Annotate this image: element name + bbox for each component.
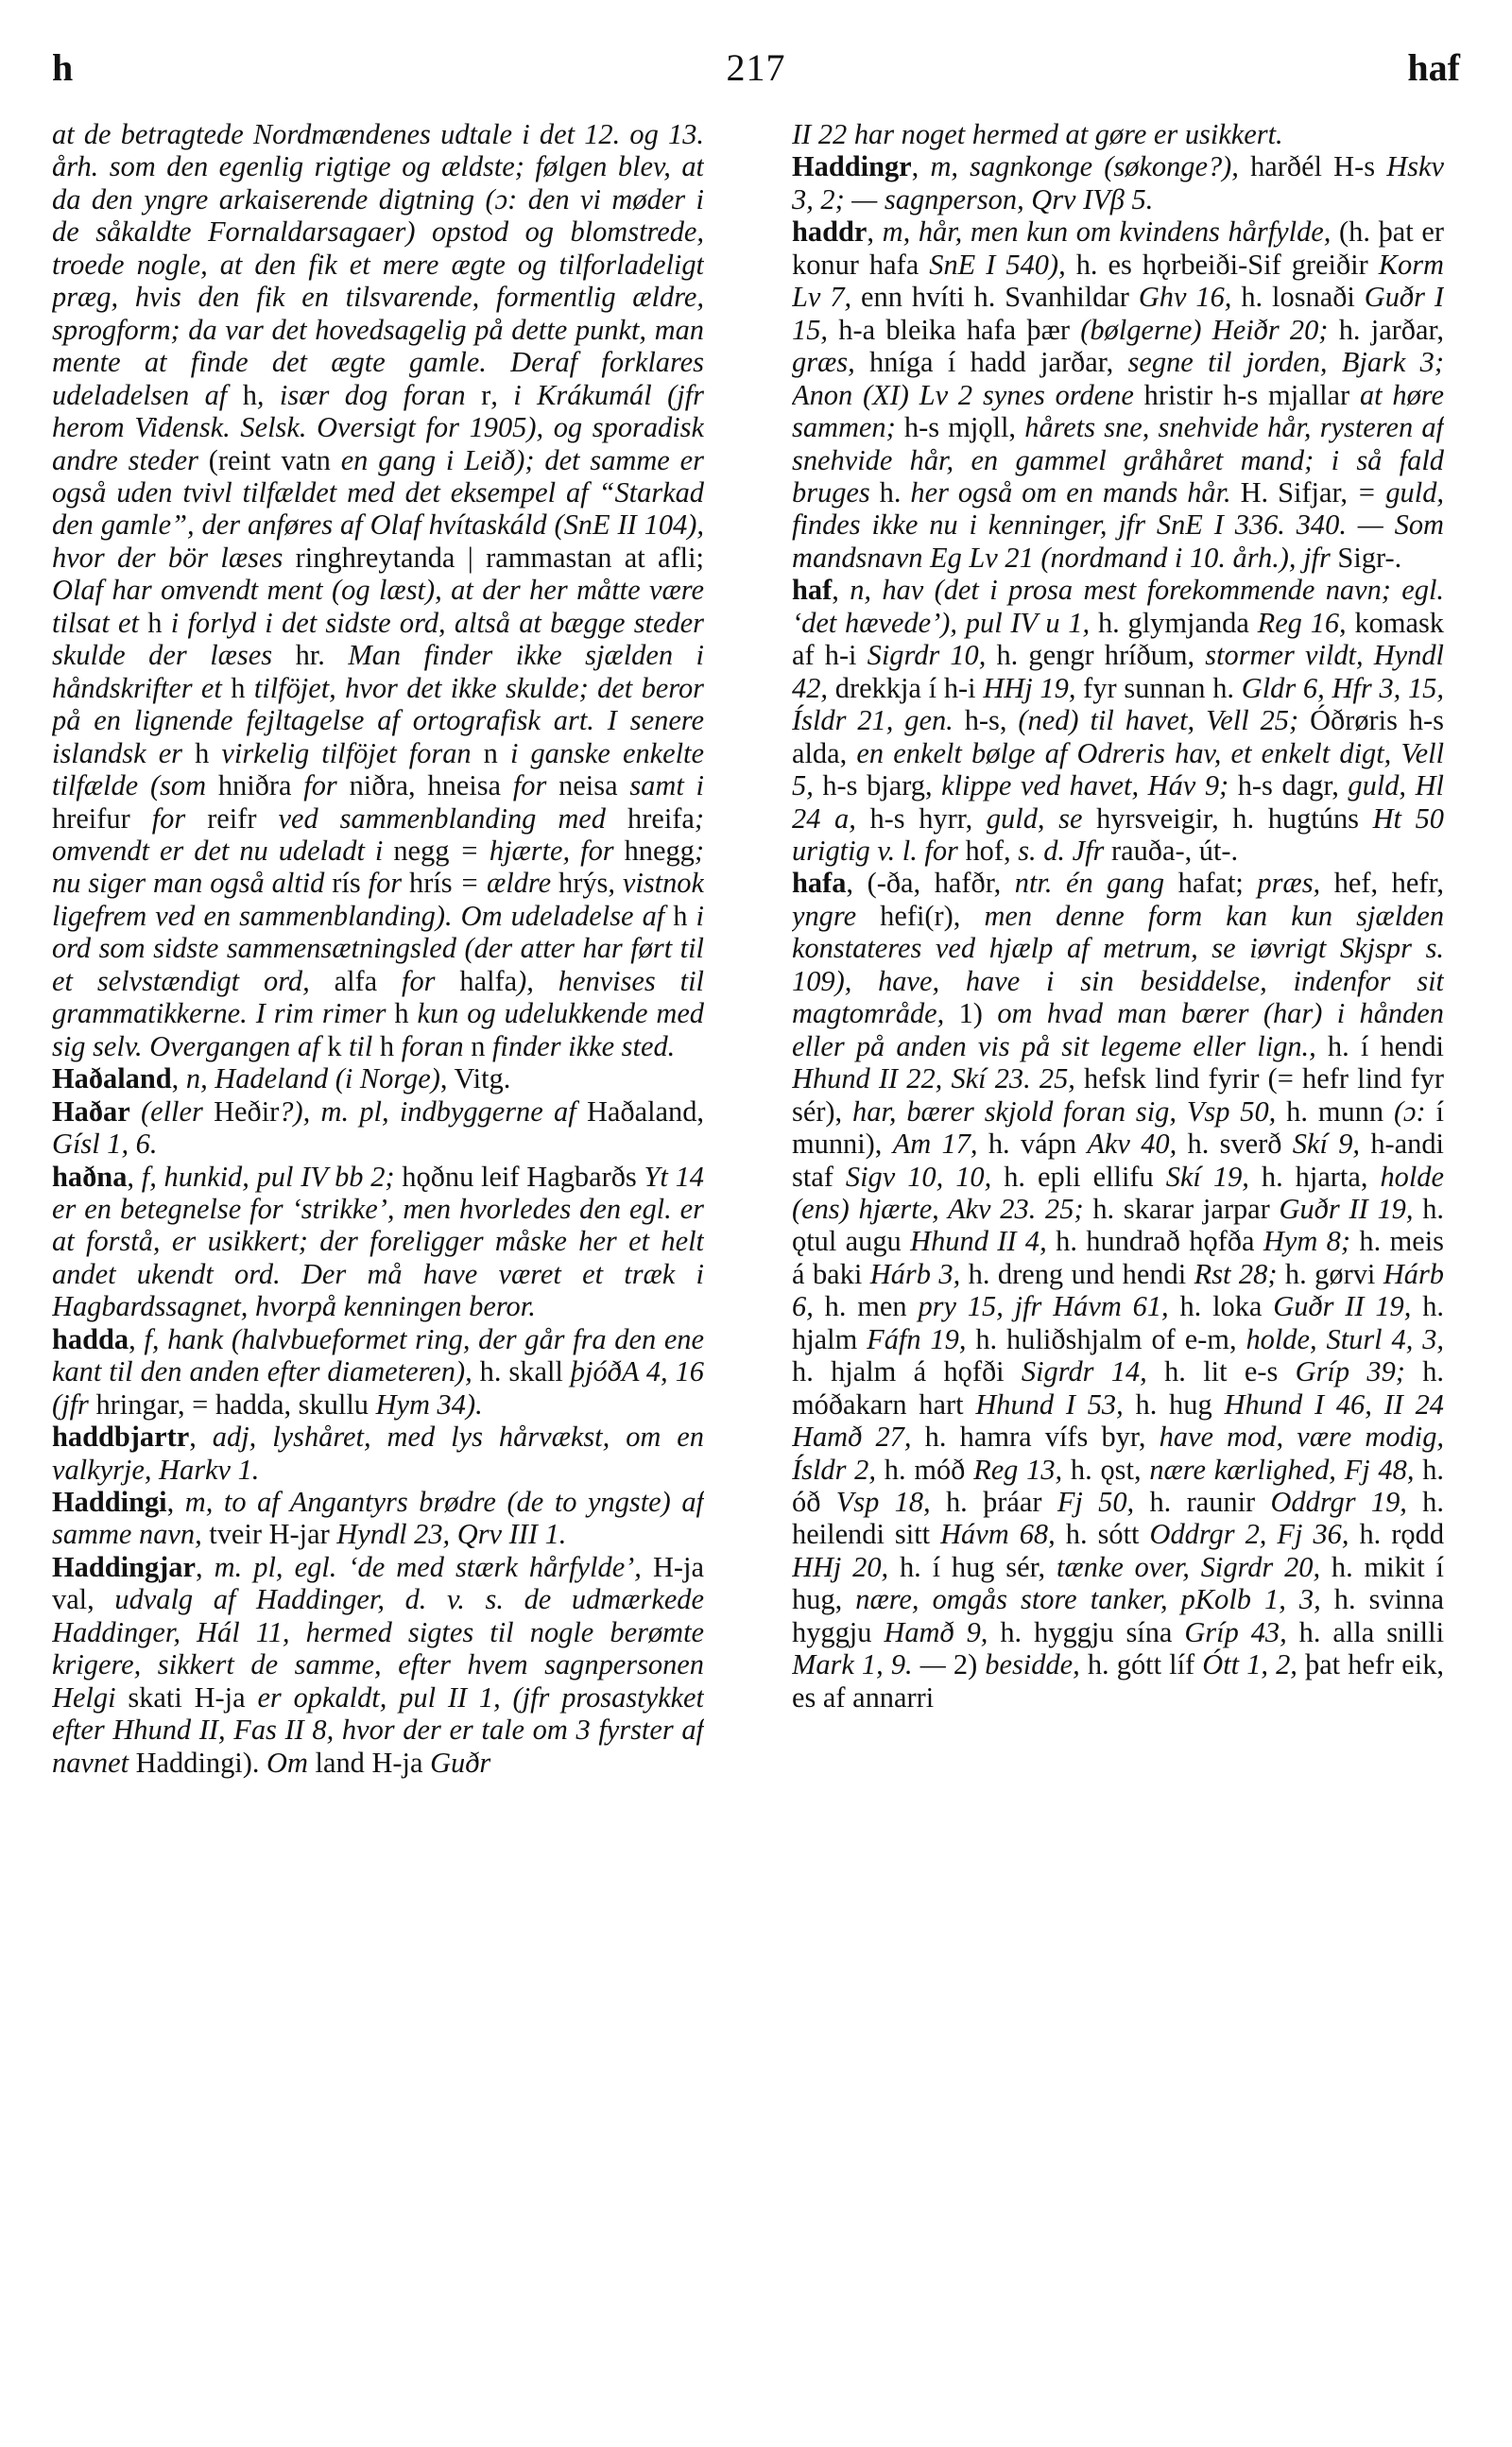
entry-text: Hhund II 22, Skí 23. 25, (792, 1062, 1075, 1095)
entry-text: Guðr (430, 1746, 491, 1779)
header-first-headword: h (52, 46, 74, 89)
entry-text: h. jarðar, (1328, 313, 1444, 346)
entry-text: Gríp 39; (1295, 1355, 1405, 1388)
entry-text: i forlyd i det sidste ord, altså at bægge steder skulde der læses (52, 606, 704, 672)
entry-text: , (171, 1062, 186, 1095)
entry-text: , (189, 1421, 213, 1454)
entry-text: hr. (295, 639, 325, 672)
entry-text: Am 17, (892, 1128, 978, 1161)
entry-text: þjóðA 4, 16 (jfr (52, 1355, 704, 1421)
entry-text: Hyndl 23, Qrv III 1. (336, 1518, 567, 1551)
entry-text: s. d. Jfr (1018, 834, 1105, 867)
entry-text: h. óð (792, 1453, 1444, 1519)
right-column (792, 118, 1444, 2424)
entry-text: h-s dagr, (1228, 769, 1349, 802)
entry-text: h. glymjanda (1090, 606, 1258, 639)
entry-text: komask af h-i (792, 606, 1444, 672)
entry-text: Akv 40, (1087, 1128, 1177, 1161)
entry-text: h. meis á baki (792, 1225, 1444, 1290)
entry-headword: haðna (52, 1160, 128, 1193)
entry-text: h. raunir (1134, 1486, 1271, 1519)
left-column (52, 118, 704, 2424)
entry-text: land H-ja (307, 1746, 431, 1779)
entry-text: , Vitg. (439, 1062, 511, 1095)
entry-text: , (166, 1486, 185, 1519)
entry-text: Vsp 18, (835, 1486, 931, 1519)
entry-text: Guðr II 19, (1279, 1192, 1414, 1225)
entry-text: hníga í hadd jarðar, (854, 346, 1128, 379)
entry-text: har, bærer skjold foran sig, Vsp 50, (852, 1094, 1277, 1128)
entry-text: Skí 19, (1165, 1160, 1249, 1193)
entry-text: en gang i Leið); det samme er også uden tvivl tilfældet med det eksempel af “Starkad den gamle”, der anføres af Olaf hvítaskáld (SnE II 104), hvor der bör læses (52, 443, 704, 574)
entry-text: græs, (792, 346, 855, 379)
entry-text: 2) (945, 1648, 986, 1681)
entry-text: have mod, være modig, Ísldr 2, (792, 1421, 1444, 1486)
entry-text: , (127, 1160, 142, 1193)
entry-text: men denne form kan kun sjælden konstateres ved hjælp af metrum, se iøvrigt Skjspr s. 109), have, have i sin besiddelse, indenfor sit magtområde, (792, 899, 1444, 1030)
entry-text: hniðra (217, 769, 292, 802)
entry-text: Hskv 3, 2; — sagnperson, Qrv IVβ 5. (792, 150, 1444, 215)
dictionary-entry (792, 215, 1444, 574)
entry-text: hafat; (1164, 867, 1258, 900)
entry-text: h. rǫdd (1349, 1518, 1444, 1551)
entry-text: hefsk lind fyrir (= hefr lind fyr sér), (792, 1062, 1444, 1128)
entry-text: k (327, 1029, 342, 1062)
dictionary-entry (52, 1095, 704, 1161)
entry-text: HHj 20, (792, 1550, 889, 1583)
entry-text: h. skarar jarpar (1083, 1192, 1280, 1225)
entry-text: hef, hefr, (1320, 867, 1444, 900)
entry-text: at de betragtede Nordmændenes udtale i det 12. og 13. årh. som den egenlig rigtige og ældste; følgen blev, at da den yngre arkaiserende digtning (ɔ: den vi møder i de såkaldte Fornaldarsagaer) opstod og blomstrede, troede nogle, at den fik et mere ægte og tilforladeligt præg, hvis den fik en tilsvarende, formentlig ældre, sprogform; da var det hovedsagelig på dette punkt, man mente at finde det ægte gamle. Deraf forklares udeladelsen af (52, 118, 704, 411)
entry-text: SnE I 540), (929, 248, 1066, 281)
dictionary-entry (52, 1161, 704, 1323)
entry-text: for (501, 769, 559, 802)
entry-text: h. sverð (1177, 1128, 1293, 1161)
entry-text: H-ja val, (52, 1550, 704, 1616)
entry-text: Hym 34). (375, 1387, 483, 1421)
entry-text: Heðir (214, 1094, 280, 1128)
entry-text: Haðaland, (586, 1094, 704, 1128)
entry-text: (ned) til havet, Vell 25; (1018, 704, 1299, 737)
header-last-headword: haf (1407, 46, 1460, 89)
entry-text: tænke over, Sigrdr 20, (1056, 1550, 1321, 1583)
entry-text: , (832, 574, 850, 607)
entry-text: holde, Sturl 4, 3, (1246, 1322, 1444, 1355)
entry-text: hǫðnu leif Hagbarðs (394, 1160, 644, 1193)
entry-text: = hjærte, for (449, 834, 625, 867)
entry-text: rauða-, út-. (1104, 834, 1239, 867)
entry-text: h (394, 997, 409, 1030)
entry-text: til (341, 1029, 380, 1062)
entry-text: for (129, 801, 208, 835)
entry-text: m, to af Angantyrs brødre (de to yngste) af samme navn, (52, 1486, 704, 1551)
entry-text: rís (332, 867, 361, 900)
entry-text: h. gótt líf (1079, 1648, 1203, 1681)
entry-text: hreifur (52, 801, 130, 835)
entry-text: h. gørvi (1277, 1257, 1383, 1290)
entry-text: h (242, 378, 257, 411)
entry-text: h. loka (1168, 1290, 1274, 1323)
entry-text: en enkelt bølge af Odreris hav, et enkelt digt, Vell 5, (792, 736, 1444, 802)
entry-text: (h. þat er konur hafa (792, 215, 1444, 281)
entry-text: Sigr-. (1330, 541, 1402, 574)
entry-text: klippe ved havet, Háv 9; (941, 769, 1229, 802)
entry-text: Olaf har omvendt ment (og læst), at der her måtte være tilsat et (52, 574, 704, 639)
entry-text: for (360, 867, 410, 900)
entry-text: hefi(r), (856, 899, 985, 932)
entry-text: Guðr II 19, (1273, 1290, 1412, 1323)
entry-text: Gísl 1, 6. (52, 1128, 158, 1161)
entry-text: r (481, 378, 491, 411)
entry-text: (ɔ: (1393, 1094, 1426, 1128)
entry-text: h (673, 899, 688, 932)
entry-text: Oddrgr 19, (1270, 1486, 1407, 1519)
entry-text: Guðr I 15, (792, 281, 1444, 346)
entry-text: foran (394, 1029, 472, 1062)
entry-text: kun og udelukkende med sig selv. Overgangen af (52, 997, 704, 1062)
entry-text: hof, (957, 834, 1019, 867)
entry-text: om hvad man bærer (har) i hånden eller på anden vis på sit legeme eller lign., (792, 997, 1444, 1062)
entry-text: h. alla snilli (1286, 1615, 1444, 1648)
entry-text: negg (393, 834, 450, 867)
entry-text: i ord som sidste sammensætningsled (der atter har ført til et selvstændigt ord, (52, 899, 704, 997)
entry-text: (eller (129, 1094, 215, 1128)
dictionary-entry (792, 574, 1444, 867)
entry-text: halfa (459, 964, 518, 997)
entry-text: niðra, hneisa (349, 769, 502, 802)
entry-text: h. hjalm (792, 1290, 1444, 1355)
entry-text: h-a bleika hafa þær (828, 313, 1081, 346)
entry-text: Ht 50 urigtig v. l. for (792, 801, 1444, 867)
entry-text: enn hvíti h. Svanhildar (851, 281, 1139, 314)
entry-text: ringhreytanda | rammastan at afli; (295, 541, 704, 574)
entry-headword: Haddingjar (52, 1550, 196, 1583)
entry-text: nære kærlighed, Fj 48, (1149, 1453, 1415, 1486)
entry-text: h-s bjarg, (813, 769, 942, 802)
entry-headword: Haðaland (52, 1062, 172, 1095)
entry-text: Hym 8; (1263, 1225, 1350, 1258)
entry-text: h-s hyrr, (855, 801, 987, 835)
entry-text: finder ikke sted. (485, 1029, 676, 1062)
entry-text: besidde, (985, 1648, 1080, 1681)
entry-text: Korm Lv 7, (792, 248, 1444, 314)
entry-text: ; omvendt er det nu udeladt i (52, 801, 704, 867)
page-number: 217 (726, 46, 786, 89)
entry-text: h. þráar (930, 1486, 1057, 1519)
entry-text: Rst 28; (1194, 1257, 1278, 1290)
entry-text: yngre (792, 899, 857, 932)
entry-text: h. ǫtul augu (792, 1192, 1444, 1258)
entry-text: drekkja í h-i (828, 671, 984, 704)
entry-text: h. móðakarn hart (792, 1355, 1444, 1421)
entry-text: ; nu siger man også altid (52, 834, 704, 900)
entry-text: h. huliðshjalm of e-m, (966, 1322, 1246, 1355)
entry-text: h. hamra vífs byr, (911, 1421, 1160, 1454)
entry-text: Sigrdr 14, (1021, 1355, 1147, 1388)
entry-text: adj, lyshåret, med lys hårvækst, om en valkyrje, Harkv 1. (52, 1421, 704, 1486)
entry-text: h. hjalm á hǫfði (792, 1355, 1022, 1388)
entry-text: Hhund I 46, II 24 Hamð 27, (792, 1387, 1444, 1454)
entry-text: h. hug (1123, 1387, 1225, 1421)
entry-text: h-andi staf (792, 1128, 1444, 1193)
entry-text: h. svinna hyggju (792, 1583, 1444, 1648)
entry-text: Oddrgr 2, Fj 36, (1149, 1518, 1349, 1551)
entry-text: , (195, 1550, 215, 1583)
entry-text: ?), m. pl, indbyggerne af (279, 1094, 587, 1128)
dictionary-entry (52, 1323, 704, 1421)
entry-text: samt i (617, 769, 704, 802)
entry-text: h. dreng und hendi (960, 1257, 1194, 1290)
entry-text: = ældre (452, 867, 559, 900)
entry-text: Hárb 6, (792, 1257, 1444, 1323)
entry-text: Hhund II 4, (910, 1225, 1047, 1258)
dictionary-entry (52, 1551, 704, 1779)
entry-text: h. ǫst, (1062, 1453, 1150, 1486)
entry-headword: haddbjartr (52, 1421, 190, 1454)
entry-text: nære, omgås store tanker, pKolb 1, 3, (855, 1583, 1321, 1616)
dictionary-entry (792, 150, 1444, 215)
entry-text: , (129, 1322, 145, 1355)
entry-text: h. hjarta, (1248, 1160, 1381, 1193)
entry-text: þat hefr eik, es af annarri (792, 1648, 1444, 1714)
entry-text: alfa (334, 964, 378, 997)
entry-text: Ghv 16, (1138, 281, 1232, 314)
entry-text: h. heilendi sitt (792, 1486, 1444, 1551)
entry-text: , (-ða, hafðr, (846, 867, 1015, 900)
entry-text: ), henvises til grammatikkerne. I rim rimer (52, 964, 704, 1030)
entry-text: Sigrdr 10, (867, 639, 987, 672)
entry-text: m. pl, egl. ‘de med stærk hårfylde’, (214, 1550, 642, 1583)
entry-text: h (195, 736, 210, 769)
entry-text: tveir H-jar (201, 1518, 337, 1551)
entry-text: = guld, findes ikke nu i kenninger, jfr SnE I 336. 340. — Som mandsnavn Eg Lv 21 (nordmand i 10. årh.), jfr (792, 475, 1444, 574)
entry-text: n (483, 736, 498, 769)
entry-text: f, hank (halvbueformet ring, der går fra den ene kant til den anden efter diameteren), (52, 1322, 704, 1388)
dictionary-entry (52, 1486, 704, 1551)
entry-text: h. í hug sér, (888, 1550, 1057, 1583)
entry-text: hrýs (558, 867, 609, 900)
entry-text: Skí 9, (1292, 1128, 1361, 1161)
entry-text: her også om en mands hår. (910, 475, 1231, 508)
entry-text: f, hunkid, pul IV bb 2; (141, 1160, 395, 1193)
entry-text: , vistnok ligefrem ved en sammenblanding). Om udeladelse af (52, 867, 704, 932)
entry-headword: haddr (792, 215, 868, 249)
entry-text: h. í hendi (1315, 1029, 1444, 1062)
entry-text: h-s, (953, 704, 1019, 737)
entry-text: n, hav (det i prosa mest forekommende navn; egl. ‘det hævede’), pul IV u 1, (792, 574, 1444, 639)
entry-text: h (147, 606, 163, 639)
entry-text: holde (ens) hjærte, Akv 23. 25; (792, 1160, 1444, 1225)
entry-text: h-s mjǫll, (895, 411, 1025, 444)
entry-text: Om (266, 1746, 308, 1779)
entry-text: h. munn (1276, 1094, 1394, 1128)
dictionary-entry (52, 1062, 704, 1094)
entry-text: i ganske enkelte tilfælde (som (52, 736, 704, 802)
dictionary-entry (792, 118, 1444, 150)
entry-text: Reg 13, (973, 1453, 1063, 1486)
entry-text: skati H-ja (115, 1680, 258, 1714)
entry-text: hnegg (624, 834, 695, 867)
entry-text: ntr. én gang (1014, 867, 1165, 900)
entry-text: Gldr 6, Hfr 3, 15, Ísldr 21, gen. (792, 671, 1444, 737)
entry-headword: haf (792, 574, 833, 607)
entry-text: guld, Hl 24 a, (792, 769, 1444, 835)
entry-text: n (471, 1029, 486, 1062)
entry-text: Fáfn 19, (867, 1322, 967, 1355)
entry-text: H. Sifjar, (1230, 475, 1357, 508)
entry-text: Mark 1, 9. — (792, 1648, 946, 1681)
entry-headword: hafa (792, 867, 847, 900)
entry-text: Hávm 68, (940, 1518, 1056, 1551)
entry-text: HHj 19, (983, 671, 1076, 704)
entry-text: præs, (1257, 867, 1321, 900)
entry-text: h. skall (472, 1355, 571, 1388)
entry-text: h. epli ellifu (991, 1160, 1166, 1193)
entry-text: II 22 har noget hermed at gøre er usikkert. (792, 118, 1283, 150)
entry-text: tilföjet, hvor det ikke skulde; det beror på en lignende fejltagelse af ortografisk art. I senere islandsk er (52, 671, 704, 769)
entry-text: h. men (813, 1290, 919, 1323)
entry-text: Hárb 3, (869, 1257, 961, 1290)
entry-text: for (291, 769, 350, 802)
entry-text: stormer vildt, Hyndl 42, (792, 639, 1444, 704)
entry-text: Sigv 10, 10, (845, 1160, 992, 1193)
entry-text: hyrsveigir, h. hugtúns (1082, 801, 1373, 835)
entry-headword: Haddingi (52, 1486, 167, 1519)
entry-text: h. hundrað hǫfða (1046, 1225, 1263, 1258)
entry-text: , (911, 150, 931, 183)
dictionary-entry (52, 1421, 704, 1486)
entry-text: neisa (558, 769, 618, 802)
entry-text: , (867, 215, 883, 249)
entry-text: m, sagnkonge (søkonge?), (930, 150, 1239, 183)
entry-text: h. gengr hríðum, (986, 639, 1206, 672)
entry-text: h. vápn (977, 1128, 1088, 1161)
entry-headword: Haðar (52, 1094, 130, 1128)
dictionary-entry (792, 867, 1444, 1714)
entry-text: Hamð 9, (884, 1615, 988, 1648)
entry-text: (reint vatn (208, 443, 341, 476)
entry-text: reifr (207, 801, 257, 835)
entry-text: h. móð (875, 1453, 974, 1486)
entry-text: hreifa (627, 801, 695, 835)
entry-text: Haddingi). (129, 1746, 267, 1779)
entry-text: , i Krákumál (jfr herom Vidensk. Selsk. Oversigt for 1905), og sporadisk andre steder (52, 378, 704, 476)
entry-text: er opkaldt, pul II 1, (jfr prosastykket efter Hhund II, Fas II 8, hvor der er tale om 3 fyrster af navnet (52, 1680, 704, 1779)
entry-text: Man finder ikke sjælden i håndskrifter et (52, 639, 704, 704)
entry-text: h. lit e-s (1146, 1355, 1296, 1388)
entry-text: Gríp 43, (1184, 1615, 1287, 1648)
entry-text: virkelig tilföjet foran (209, 736, 484, 769)
entry-text: h. losnaði (1231, 281, 1365, 314)
entry-text: guld, se (986, 801, 1083, 835)
entry-text: Óðrøris h-s alda, (792, 704, 1444, 769)
entry-text: h. es hǫrbeiði-Sif greiðir (1065, 248, 1379, 281)
entry-text: Hhund I 53, (975, 1387, 1124, 1421)
entry-text: udvalg af Haddinger, d. v. s. de udmærkede Haddinger, Hál 11, hermed sigtes til nogle berømte krigere, sikkert de samme, efter hvem sagnpersonen Helgi (52, 1583, 704, 1714)
entry-text: Yt 14 er en betegnelse for ‘strikke’, men hvorledes den egl. er at forstå, er usikkert; der foreligger måske her et helt andet ukendt ord. Der må have været et træk i Hagbardssagnet, hvorpå kenningen beror. (52, 1160, 704, 1323)
entry-text: Reg 16, (1257, 606, 1347, 639)
entry-text: (bølgerne) Heiðr 20; (1080, 313, 1329, 346)
entry-text: h (231, 671, 246, 704)
entry-text: hårets sne, snehvide hår, rysteren af snehvide hår, en gammel gråhåret mand; i så fald bruges (792, 411, 1444, 508)
page-header (52, 45, 1460, 102)
entry-text: Ótt 1, 2, (1202, 1648, 1297, 1681)
entry-text: h. sótt (1055, 1518, 1150, 1551)
entry-headword: Haddingr (792, 150, 912, 183)
entry-text: ved sammenblanding med (256, 801, 628, 835)
entry-text: n, Hadeland (i Norge) (185, 1062, 440, 1095)
entry-text: Fj 50, (1057, 1486, 1135, 1519)
entry-text: , især dog foran (256, 378, 482, 411)
entry-text: segne til jorden, Bjark 3; Anon (XI) Lv 2 synes ordene (792, 346, 1444, 411)
entry-text: fyr sunnan h. (1075, 671, 1242, 704)
entry-text: pry 15, jfr Hávm 61, (918, 1290, 1169, 1323)
entry-text: í munni), (792, 1094, 1444, 1161)
entry-text: m, hår, men kun om kvindens hårfylde, (882, 215, 1332, 249)
entry-text: h. mikit í hug, (792, 1550, 1444, 1616)
entry-text: hristir h-s mjallar (1133, 378, 1360, 411)
entry-text: at høre sammen; (792, 378, 1444, 444)
entry-text: 1) (944, 997, 998, 1030)
entry-text: harðél H-s (1238, 150, 1387, 183)
entry-text: hrís (409, 867, 453, 900)
dictionary-entry (52, 118, 704, 1062)
entry-text: hringar, = hadda, skullu (88, 1387, 376, 1421)
entry-text: h. hyggju sína (988, 1615, 1185, 1648)
entry-text: h. (869, 475, 911, 508)
entry-text: for (377, 964, 460, 997)
entry-headword: hadda (52, 1322, 129, 1355)
entry-text: h (379, 1029, 395, 1062)
